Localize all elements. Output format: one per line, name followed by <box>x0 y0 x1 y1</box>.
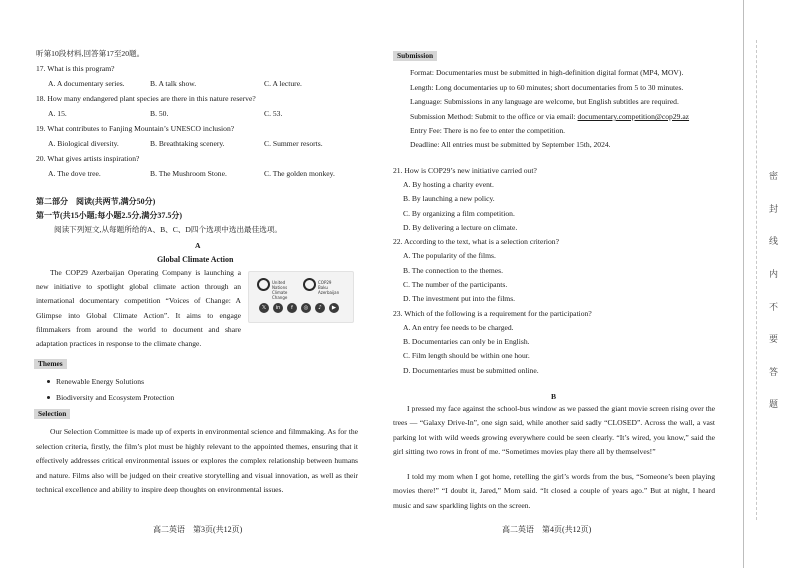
option-23a: A. An entry fee needs to be charged. <box>403 323 514 332</box>
option-19a: A. Biological diversity. <box>48 139 119 148</box>
binding-margin <box>743 0 794 568</box>
cop29-logo-icon <box>303 278 316 291</box>
option-17c: C. A lecture. <box>264 79 302 88</box>
binding-line <box>743 0 744 568</box>
binding-char-8: 题 <box>769 399 779 409</box>
option-17a: A. A documentary series. <box>48 79 125 88</box>
passage-a-title: Global Climate Action <box>157 255 234 264</box>
x-icon: 𝕏 <box>259 303 269 313</box>
passage-a-letter: A <box>195 241 201 250</box>
section-one-title: 第一节(共15小题;每小题2.5分,满分37.5分) <box>36 211 182 220</box>
option-20c: C. The golden monkey. <box>264 169 335 178</box>
submission-method-text: Submission Method: Submit to the office or via email: <box>410 112 578 121</box>
tiktok-icon: ♪ <box>315 303 325 313</box>
option-22a: A. The popularity of the films. <box>403 251 496 260</box>
option-23b: B. Documentaries can only be in English. <box>403 337 530 346</box>
bullet-1 <box>47 380 50 383</box>
question-23: 23. Which of the following is a requirement for the participation? <box>393 309 592 318</box>
part-two-title: 第二部分 阅读(共两节,满分50分) <box>36 197 156 206</box>
youtube-icon: ▶ <box>329 303 339 313</box>
passage-a-paragraph-2: Our Selection Committee is made up of experts in environmental science and filmmaking. As for the selection criteria, firstly, the film’s plot must be highly relevant to the appointed themes, ensuring that it effectively addresses critical environmental issues or explores the complex relationship between humans and nature. Films also will be judged on their creative storytelling and visual innovation, as well as their technical excellence and ability to inspire deep thoughts on environmental issues. <box>36 427 358 495</box>
binding-char-5: 不 <box>769 302 779 312</box>
binding-char-3: 线 <box>769 236 779 246</box>
cop29-logo-text: COP29 Baku Azerbaijan <box>318 280 340 295</box>
option-21b: B. By launching a new policy. <box>403 194 495 203</box>
option-20a: A. The dove tree. <box>48 169 101 178</box>
option-23c: C. Film length should be within one hour. <box>403 351 530 360</box>
submission-format: Format: Documentaries must be submitted in high-definition digital format (MP4, MOV). <box>410 68 684 77</box>
un-climate-logo-text: United Nations Climate Change <box>272 280 288 300</box>
passage-a-paragraph-1: The COP29 Azerbaijan Operating Company is launching a new initiative to spotlight global climate action through an international documentary competition “Voices of Change: A Glimpse into Global Climate Action”. It aims to engage filmmakers from around the world to document and share adaptation practices in response to the climate change. <box>36 268 241 349</box>
submission-deadline: Deadline: All entries must be submitted by September 15th, 2024. <box>410 140 611 149</box>
instagram-icon: ◎ <box>301 303 311 313</box>
option-23d: D. Documentaries must be submitted online. <box>403 366 539 375</box>
un-climate-logo-icon <box>257 278 270 291</box>
submission-label: Submission <box>393 51 437 61</box>
question-21: 21. How is COP29’s new initiative carried out? <box>393 166 537 175</box>
linkedin-icon: in <box>273 303 283 313</box>
submission-length: Length: Long documentaries up to 60 minutes; short documentaries from 5 to 30 minutes. <box>410 83 684 92</box>
option-21a: A. By hosting a charity event. <box>403 180 494 189</box>
binding-char-1: 密 <box>769 171 779 181</box>
option-21c: C. By organizing a film competition. <box>403 209 515 218</box>
option-18a: A. 15. <box>48 109 67 118</box>
option-18c: C. 53. <box>264 109 283 118</box>
option-22c: C. The number of the participants. <box>403 280 508 289</box>
submission-email-link[interactable]: documentary.competition@cop29.az <box>577 112 690 121</box>
option-22b: B. The connection to the themes. <box>403 266 504 275</box>
binding-char-4: 内 <box>769 269 779 279</box>
option-19b: B. Breathtaking scenery. <box>150 139 225 148</box>
submission-method <box>410 112 689 121</box>
binding-line-dashed <box>756 40 757 520</box>
question-18: 18. How many endangered plant species are there in this nature reserve? <box>36 94 256 103</box>
passage-b-letter: B <box>551 392 557 401</box>
passage-b-paragraph-2: I told my mom when I got home, retelling the girl’s words from the bus, “Someone’s been playing movies there!” “I doubt it, Jared,” Mom said. “It closed a couple of years ago.” But at night, I heard music and saw sparkling lights on the screen. <box>393 472 715 510</box>
reading-instruction: 阅读下列短文,从每题所给的A、B、C、D四个选项中选出最佳选项。 <box>54 225 283 234</box>
theme-item-1: Renewable Energy Solutions <box>56 377 145 386</box>
binding-char-2: 封 <box>769 204 779 214</box>
option-18b: B. 50. <box>150 109 169 118</box>
passage-b-paragraph-1: I pressed my face against the school-bus window as we passed the giant movie screen rising over the trees — “Galaxy Drive-In”, one sign said, while another said sadly “CLOSED”. Across the wall, a vast parking lot with wild weeds growing everywhere could be seen clearly. “It’s wired, you know,” said the girl sitting two rows in front of me. “Sometimes movies play there all by themselves!” <box>393 404 715 457</box>
selection-label: Selection <box>34 409 70 419</box>
question-22: 22. According to the text, what is a selection criterion? <box>393 237 559 246</box>
option-19c: C. Summer resorts. <box>264 139 323 148</box>
theme-item-2: Biodiversity and Ecosystem Protection <box>56 393 175 402</box>
option-22d: D. The investment put into the films. <box>403 294 516 303</box>
left-page-footer: 高二英语 第3页(共12页) <box>153 525 243 534</box>
question-19: 19. What contributes to Fanjing Mountain’s UNESCO inclusion? <box>36 124 235 133</box>
option-17b: B. A talk show. <box>150 79 197 88</box>
listening-instruction: 听第10段材料,回答第17至20题。 <box>36 49 145 58</box>
option-20b: B. The Mushroom Stone. <box>150 169 227 178</box>
question-20: 20. What gives artists inspiration? <box>36 154 140 163</box>
question-17: 17. What is this program? <box>36 64 115 73</box>
right-page-footer: 高二英语 第4页(共12页) <box>502 525 592 534</box>
submission-language: Language: Submissions in any language are welcome, but English subtitles are required. <box>410 97 679 106</box>
cop29-logo-box <box>248 271 354 323</box>
submission-entry-fee: Entry Fee: There is no fee to enter the competition. <box>410 126 566 135</box>
binding-char-7: 答 <box>769 367 779 377</box>
themes-label: Themes <box>34 359 67 369</box>
option-21d: D. By delivering a lecture on climate. <box>403 223 518 232</box>
bullet-2 <box>47 396 50 399</box>
facebook-icon: f <box>287 303 297 313</box>
binding-char-6: 要 <box>769 334 779 344</box>
